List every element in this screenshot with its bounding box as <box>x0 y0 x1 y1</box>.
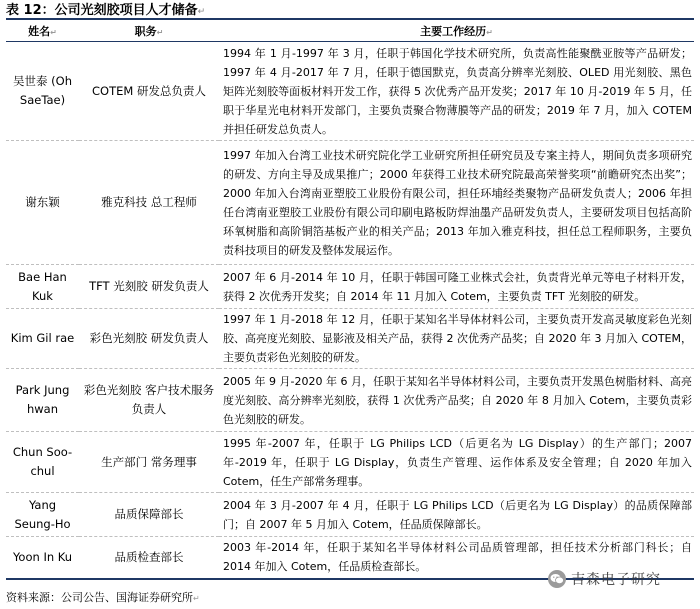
row-role: 生产部门 常务理事 <box>101 454 197 469</box>
wechat-icon <box>548 570 566 588</box>
header-experience: 主要工作经历↵ <box>219 20 694 42</box>
row-role: TFT 光刻胶 研发负责人 <box>89 279 209 293</box>
row-role: 雅克科技 总工程师 <box>101 195 197 209</box>
row-experience: 1997 年加入台湾工业技术研究院化学工业研究所担任研究员及专案主持人，期间负责多项研究的研发、方向主导及成果推广；2000 年获得工业技术研究院最高荣誉奖项“前瞻研究杰出奖”；2000 年加入台湾南亚塑胶工业股份有限公司，担任环埔经类聚物产品研发负责人；2006 年担任台湾南亚塑胶工业股份有限公司印刷电路板防焊油墨产品研发负责人，主要研发项目包括高阶环氧树脂和高阶铜箔基板产业的相关产品；2013 年加入雅克科技，担任总工程师职务，主要负责科技项目的研发及整体发展运作。 <box>223 148 692 257</box>
row-experience: 2007 年 6 月-2014 年 10 月，任职于韩国可隆工业株式会社，负责背光单元等电子材料开发，获得 2 次优秀开发奖；自 2014 年 11 月加入 Cotem，主要负责 TFT 光刻胶的研发。 <box>223 270 692 303</box>
row-experience: 1994 年 1 月-1997 年 3 月，任职于韩国化学技术研究所，负责高性能聚酰亚胺等产品研发；1997 年 4 月-2017 年 7 月，任职于德国默克，负责高分辨率光刻胶、OLED 用光刻胶、黑色矩阵光刻胶等面板材料开发工作，获得 5 次优秀产品开发奖；2017 年 10 月-2019 年 5 月，任职于华星光电材料开发部门，主要负责聚合物薄膜等产品的研发；2019 年 7 月，加入 COTEM 并担任研发总负责人。 <box>223 46 692 136</box>
row-name: Park Jung hwan <box>15 383 70 416</box>
row-name: Yang Seung-Ho <box>14 497 71 531</box>
wechat-watermark <box>548 569 661 589</box>
row-name: Chun Soo-chul <box>12 445 73 478</box>
row-name: Kim Gil rae <box>10 331 75 345</box>
row-role: 彩色光刻胶 研发负责人 <box>89 331 209 345</box>
row-role: COTEM 研发总负责人 <box>92 83 206 98</box>
row-role: 彩色光刻胶 客户技术服务负责人 <box>83 383 215 416</box>
talent-table <box>6 20 694 580</box>
row-role: 品质检查部长 <box>114 549 184 564</box>
row-experience: 1997 年 1 月-2018 年 12 月，任职于某知名半导体材料公司，主要负责开发高灵敏度彩色光刻胶、高亮度光刻胶、显影液及相关产品，获得 2 次优秀产品奖；自 2020 年 3 月加入 COTEM，主要负责彩色光刻胶的研发。 <box>223 313 692 364</box>
header-role: 职务↵ <box>79 20 219 42</box>
source-note: 资料来源：公司公告、国海证券研究所↵ <box>6 591 200 604</box>
table-row <box>6 265 694 309</box>
row-experience: 2004 年 3 月-2007 年 4 月，任职于 LG Philips LCD（后更名为 LG Display）的品质保障部门；自 2007 年 5 月加入 Cotem，任品质保障部长。 <box>223 498 692 531</box>
table-header-row <box>6 20 694 42</box>
row-role: 品质保障部长 <box>114 507 184 521</box>
row-experience: 1995 年-2007 年，任职于 LG Philips LCD（后更名为 LG Display）的生产部门；2007 年-2019 年，任职于 LG Display，负责生产管理、运作体系及安全管理；自 2020 年加入 Cotem，任生产部常务理事。 <box>223 436 692 488</box>
row-name: 谢东颖 <box>25 195 60 209</box>
row-experience: 2003 年-2014 年，任职于某知名半导体材料公司品质管理部，担任技术分析部门科长；自 2014 年加入 Cotem，任品质检查部长。 <box>223 541 692 574</box>
row-name: Yoon In Ku <box>12 549 73 564</box>
table-row <box>6 493 694 537</box>
watermark-text: 吉森电子研究 <box>571 572 661 588</box>
table-row <box>6 309 694 369</box>
header-name: 姓名↵ <box>6 20 79 42</box>
table-caption: 表 12：公司光刻胶项目人才储备↵ <box>6 2 694 20</box>
table-row <box>6 141 694 265</box>
table-row <box>6 432 694 493</box>
table-row <box>6 42 694 141</box>
table-row <box>6 369 694 432</box>
row-name: Bae Han Kuk <box>18 269 67 303</box>
row-experience: 2005 年 9 月-2020 年 6 月，任职于某知名半导体材料公司，主要负责开发黑色树脂材料、高亮度光刻胶、高分辨率光刻胶，获得 1 次优秀产品奖；自 2020 年 8 月加入 Cotem，主要负责彩色光刻胶的研发。 <box>223 374 692 426</box>
row-name: 吴世泰 (Oh SaeTae) <box>13 74 72 107</box>
